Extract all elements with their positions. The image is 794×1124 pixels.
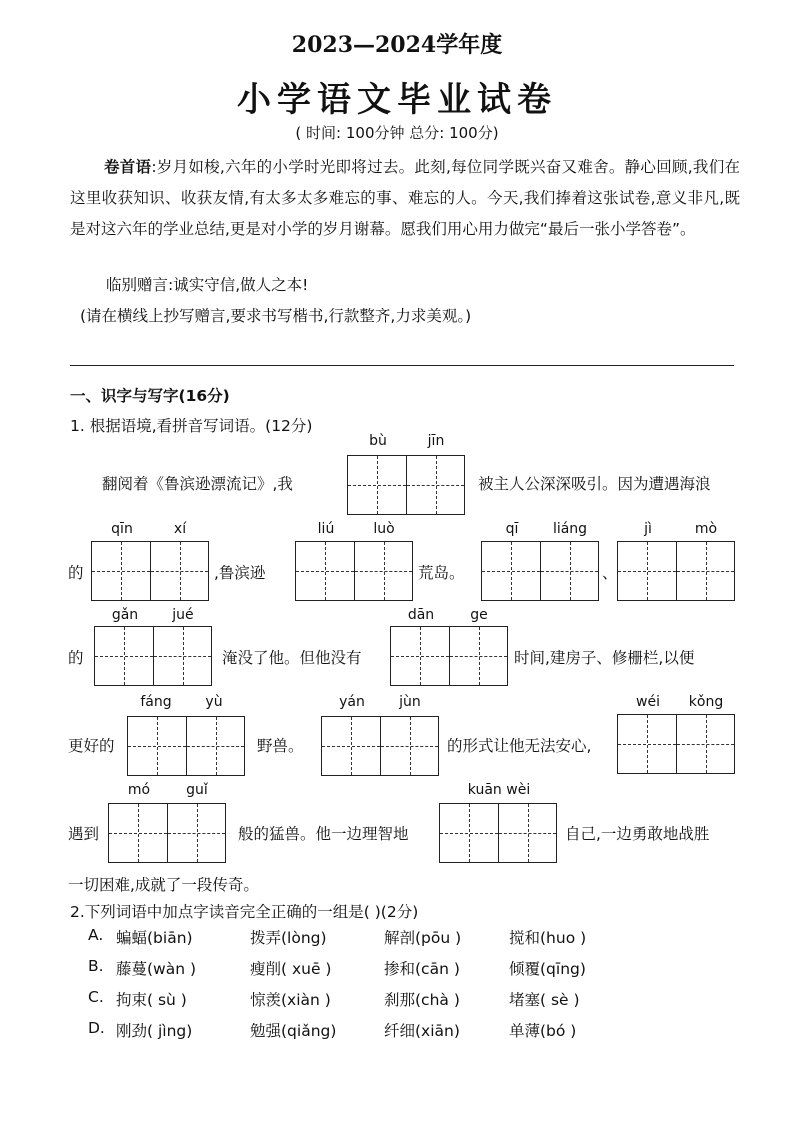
pinyin: mò xyxy=(694,521,718,537)
option-item: 解剖(pōu ) xyxy=(384,929,462,947)
answer-box-2[interactable] xyxy=(91,541,209,601)
passage-text: 更好的 xyxy=(68,737,115,755)
pinyin: wéi xyxy=(636,694,660,710)
passage-text: 翻阅着《鲁滨逊漂流记》,我 xyxy=(102,475,293,493)
passage-text: 遇到 xyxy=(68,825,100,843)
option-item: 倾覆(qīng) xyxy=(509,960,586,978)
passage-text: 时间,建房子、修栅栏,以便 xyxy=(514,649,695,667)
answer-box-9[interactable] xyxy=(321,716,439,776)
option-item: 搅和(huo ) xyxy=(509,929,587,947)
pinyin: yán xyxy=(339,694,365,710)
passage-text: 般的猛兽。他一边理智地 xyxy=(238,825,409,843)
answer-box-10[interactable] xyxy=(617,714,735,774)
option-item: 蝙蝠(biān) xyxy=(116,929,193,947)
passage-text: 荒岛。 xyxy=(418,564,465,582)
passage-text: 的形式让他无法安心, xyxy=(447,737,592,755)
option-item: 拨弄(lòng) xyxy=(250,929,327,947)
copy-instruction: (请在横线上抄写赠言,要求书写楷书,行款整齐,力求美观。) xyxy=(80,307,472,325)
pinyin: liáng xyxy=(552,521,588,537)
answer-box-6[interactable] xyxy=(94,626,212,686)
option-item: 惊羡(xiàn ) xyxy=(250,991,331,1009)
answer-box-1[interactable] xyxy=(347,455,465,515)
answer-box-7[interactable] xyxy=(390,626,508,686)
option-item: 纤细(xiān) xyxy=(384,1022,460,1040)
option-item: 勉强(qiǎng) xyxy=(250,1022,337,1040)
pinyin: qī xyxy=(505,521,519,537)
pinyin: jīn xyxy=(427,433,445,449)
farewell-motto: 临别赠言:诚实守信,做人之本! xyxy=(106,276,309,294)
pinyin: xí xyxy=(173,521,187,537)
pinyin: ge xyxy=(470,607,488,623)
option-item: 拘束( sù ) xyxy=(116,991,187,1009)
intro-label: 卷首语 xyxy=(104,158,152,176)
question-1-prompt: 1. 根据语境,看拼音写词语。(12分) xyxy=(70,417,313,435)
pinyin: qīn xyxy=(111,521,133,537)
pinyin: dān xyxy=(407,607,435,623)
pinyin: guǐ xyxy=(186,782,208,798)
passage-text: 野兽。 xyxy=(257,737,304,755)
option-item: 刹那(chà ) xyxy=(384,991,460,1009)
pinyin: kǒng xyxy=(688,694,724,710)
option-item: 单薄(bó ) xyxy=(509,1022,577,1040)
exam-title: 小学语文毕业试卷 xyxy=(237,80,557,120)
option-item: 瘦削( xuē ) xyxy=(250,960,332,978)
option-item: 藤蔓(wàn ) xyxy=(116,960,197,978)
option-c-label[interactable]: C. xyxy=(88,988,104,1006)
answer-box-11[interactable] xyxy=(108,803,226,863)
option-a-label[interactable]: A. xyxy=(88,926,104,944)
passage-text: 一切困难,成就了一段传奇。 xyxy=(68,876,259,894)
pinyin: gǎn xyxy=(111,607,139,623)
pinyin: liú xyxy=(317,521,335,537)
answer-box-12[interactable] xyxy=(439,803,557,863)
pinyin: kuān wèi xyxy=(467,782,531,798)
passage-text: ,鲁滨逊 xyxy=(214,564,266,582)
copy-line[interactable] xyxy=(70,365,734,366)
answer-box-5[interactable] xyxy=(617,541,735,601)
passage-text: 、 xyxy=(602,564,618,582)
pinyin: jué xyxy=(172,607,194,623)
passage-text: 的 xyxy=(68,649,84,667)
pinyin: jùn xyxy=(399,694,421,710)
answer-box-8[interactable] xyxy=(127,716,245,776)
answer-box-3[interactable] xyxy=(295,541,413,601)
pinyin: fáng xyxy=(140,694,172,710)
option-d-label[interactable]: D. xyxy=(88,1019,105,1037)
pinyin: bù xyxy=(369,433,387,449)
intro-text: :岁月如梭,六年的小学时光即将过去。此刻,每位同学既兴奋又难舍。静心回顾,我们在这里收获知识、收获友情,有太多太多难忘的事、难忘的人。今天,我们捧着这张试卷,意义非凡,既是对这六年的学业总结,更是对小学的岁月谢幕。愿我们用心用力做完“最后一张小学答卷”。 xyxy=(70,158,740,238)
passage-text: 淹没了他。但他没有 xyxy=(222,649,362,667)
option-item: 堵塞( sè ) xyxy=(509,991,580,1009)
option-b-label[interactable]: B. xyxy=(88,957,104,975)
time-info: ( 时间: 100分钟 总分: 100分) xyxy=(295,124,499,142)
pinyin: luò xyxy=(373,521,395,537)
passage-text: 被主人公深深吸引。因为遭遇海浪 xyxy=(478,475,711,493)
section-heading: 一、识字与写字(16分) xyxy=(70,387,230,405)
school-year: 2023—2024学年度 xyxy=(291,32,503,58)
option-item: 刚劲( jìng) xyxy=(116,1022,193,1040)
intro-paragraph xyxy=(70,152,740,245)
question-2-prompt: 2.下列词语中加点字读音完全正确的一组是( )(2分) xyxy=(70,903,419,921)
passage-text: 自己,一边勇敢地战胜 xyxy=(565,825,710,843)
answer-box-4[interactable] xyxy=(481,541,599,601)
pinyin: yù xyxy=(205,694,223,710)
pinyin: mó xyxy=(127,782,151,798)
pinyin: jì xyxy=(644,521,652,537)
option-item: 掺和(cān ) xyxy=(384,960,460,978)
passage-text: 的 xyxy=(68,564,84,582)
